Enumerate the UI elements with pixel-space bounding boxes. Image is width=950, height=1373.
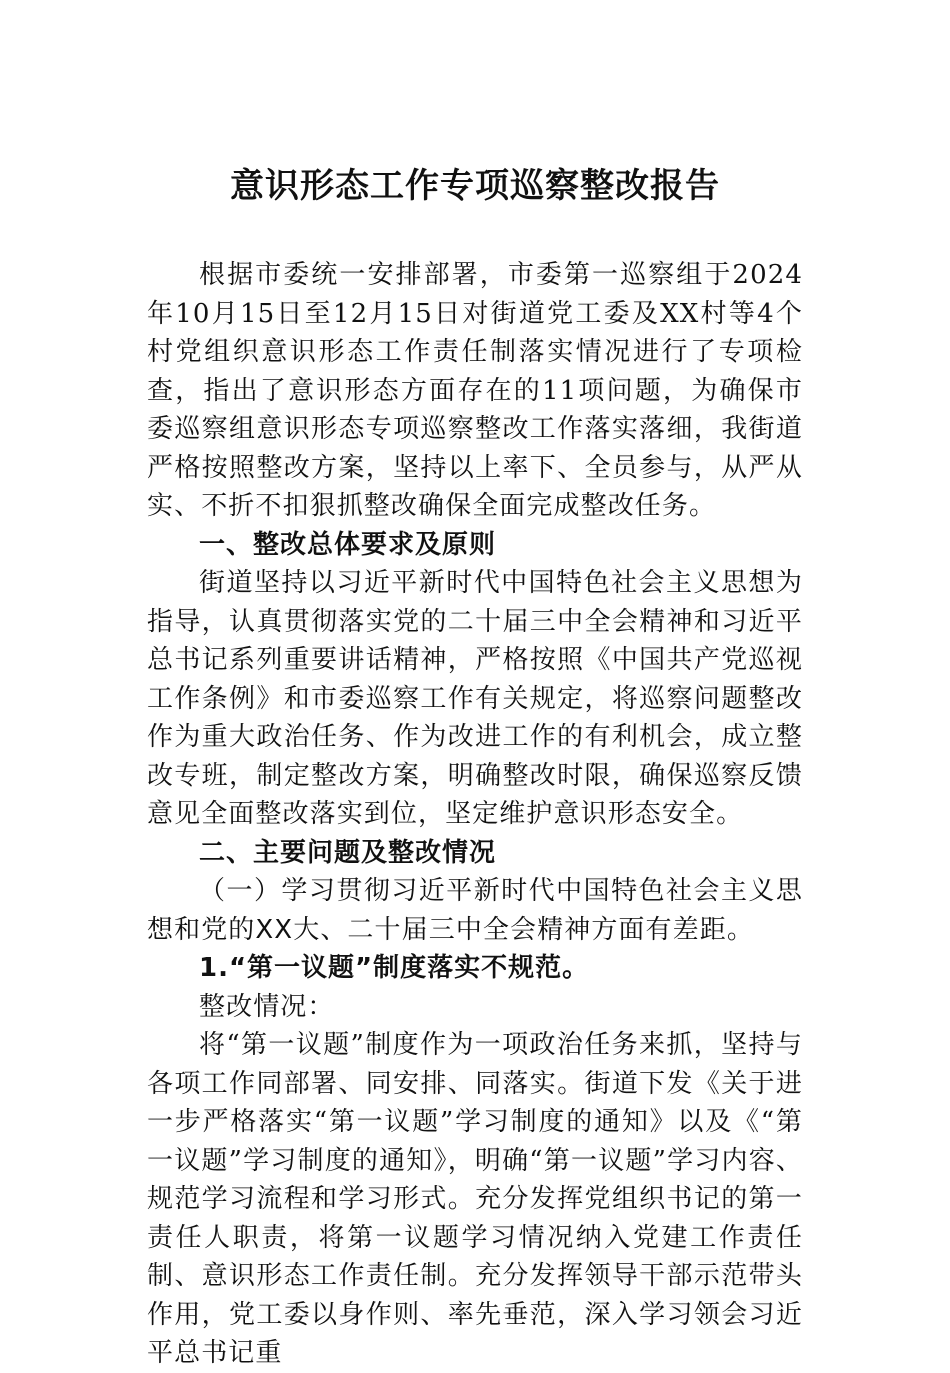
subsection-heading: （一）学习贯彻习近平新时代中国特色社会主义思想和党的XX大、二十届三中全会精神方面有差距。 bbox=[147, 876, 803, 945]
document-body bbox=[147, 256, 803, 1373]
intro-paragraph: 根据市委统一安排部署，市委第一巡察组于2024年10月15日至12月15日对街道党工委及XX村等4个村党组织意识形态工作责任制落实情况进行了专项检查，指出了意识形态方面存在的11项问题，为确保市委巡察组意识形态专项巡察整改工作落实落细，我街道严格按照整改方案，坚持以上率下、全员参与，从严从实、不折不扣狠抓整改确保全面完成整改任务。 bbox=[147, 260, 803, 521]
rectification-label: 整改情况： bbox=[199, 991, 335, 1022]
document-title: 意识形态工作专项巡察整改报告 bbox=[230, 166, 720, 206]
section-heading-2: 二、主要问题及整改情况 bbox=[199, 837, 497, 868]
body-paragraph: 将“第一议题”制度作为一项政治任务来抓，坚持与各项工作同部署、同安排、同落实。街道下发《关于进一步严格落实“第一议题”学习制度的通知》以及《“第一议题”学习制度的通知》，明确“第一议题”学习内容、规范学习流程和学习形式。充分发挥党组织书记的第一责任人职责，将第一议题学习情况纳入党建工作责任制、意识形态工作责任制。充分发挥领导干部示范带头作用，党工委以身作则、率先垂范，深入学习领会习近平总书记重 bbox=[147, 1030, 803, 1368]
body-paragraph: 街道坚持以习近平新时代中国特色社会主义思想为指导，认真贯彻落实党的二十届三中全会精神和习近平总书记系列重要讲话精神，严格按照《中国共产党巡视工作条例》和市委巡察工作有关规定，将巡察问题整改作为重大政治任务、作为改进工作的有利机会，成立整改专班，制定整改方案，明确整改时限，确保巡察反馈意见全面整改落实到位，坚定维护意识形态安全。 bbox=[147, 568, 803, 829]
item-heading: 1.“第一议题”制度落实不规范。 bbox=[199, 953, 590, 983]
section-heading-1: 一、整改总体要求及原则 bbox=[199, 529, 497, 560]
